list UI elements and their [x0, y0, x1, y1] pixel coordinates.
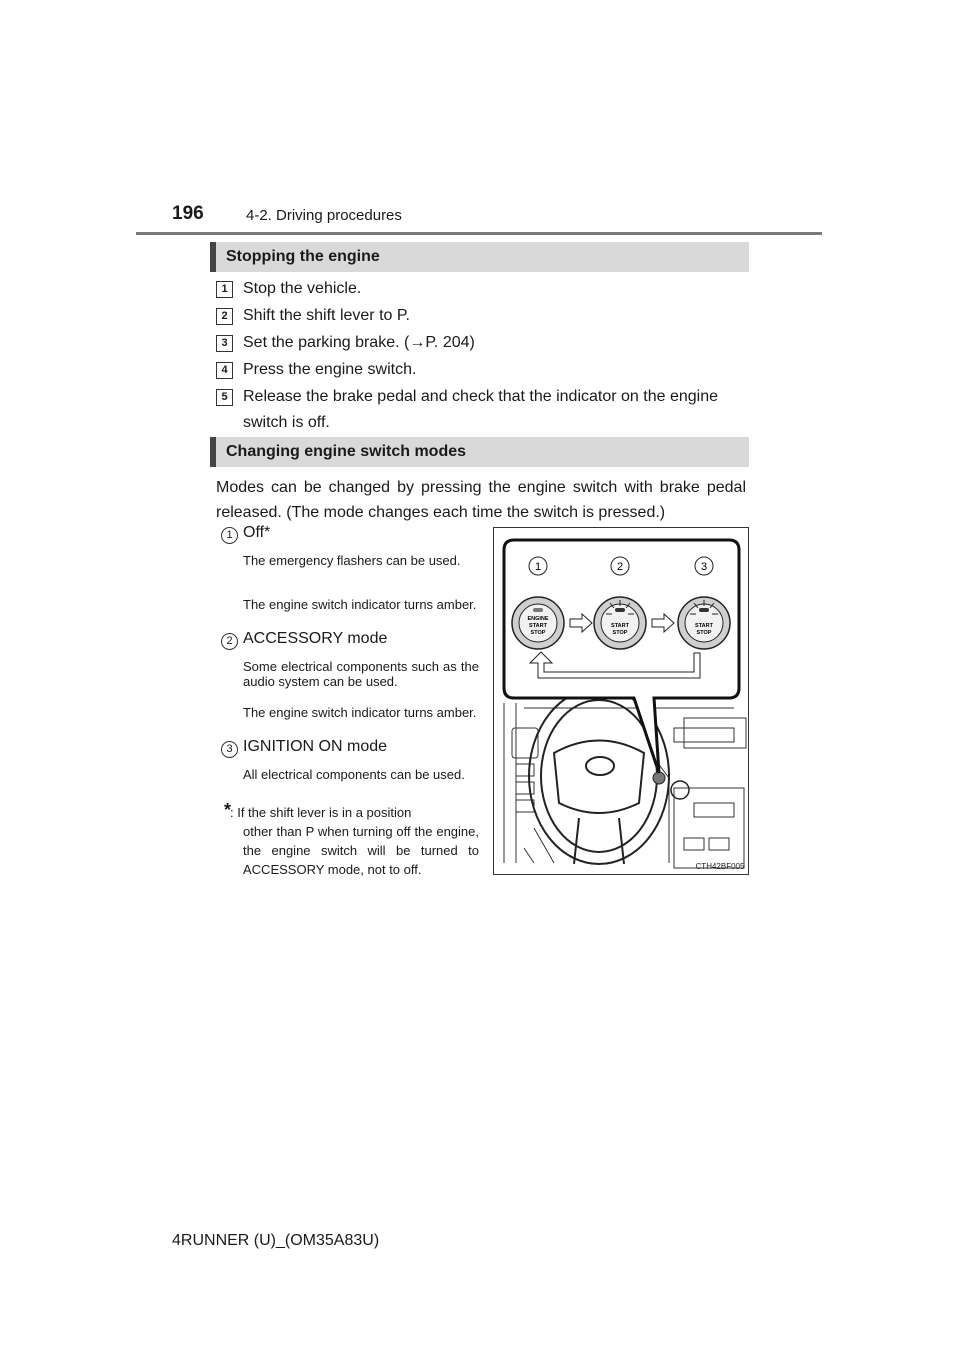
- changing-modes-heading: Changing engine switch modes: [210, 437, 749, 467]
- engine-button-accessory: [594, 597, 646, 649]
- step-text: Shift the shift lever to P.: [243, 307, 410, 324]
- dashboard-illustration: [494, 528, 748, 874]
- step-text: Release the brake pedal and check that the indicator on the engine switch is off.: [243, 388, 718, 431]
- mode-description: Some electrical components such as the audio system can be used.: [243, 659, 479, 689]
- mode-number: 3: [221, 741, 238, 758]
- step-number: 2: [216, 308, 233, 325]
- page-number: 196: [172, 203, 204, 224]
- step-number: 4: [216, 362, 233, 379]
- mode-label-off: Off*: [243, 524, 271, 541]
- button-text: START: [695, 623, 713, 629]
- engine-button-off: [512, 597, 564, 649]
- callout-2: 2: [616, 561, 624, 573]
- mode-label-ignition-on: IGNITION ON mode: [243, 738, 388, 755]
- step-text: Set the parking brake. (→P. 204): [243, 334, 475, 351]
- button-text: STOP: [612, 630, 628, 636]
- engine-button-ignition: [678, 597, 730, 649]
- mode-description: The engine switch indicator turns amber.: [243, 705, 477, 720]
- callout-1: 1: [534, 561, 542, 573]
- mode-description: The emergency flashers can be used.: [243, 553, 461, 568]
- modes-intro: Modes can be changed by pressing the engine switch with brake pedal released. (The mode changes each time the switch is pressed.): [216, 479, 746, 521]
- stopping-engine-heading: Stopping the engine: [210, 242, 749, 272]
- step-number: 1: [216, 281, 233, 298]
- step-number: 5: [216, 389, 233, 406]
- mode-number: 1: [221, 527, 238, 544]
- engine-switch-illustration: [493, 527, 749, 875]
- footnote: [230, 803, 479, 879]
- mode-description: All electrical components can be used.: [243, 767, 465, 782]
- button-text: START: [611, 623, 629, 629]
- footnote-mark: *: [224, 800, 232, 820]
- step-text: Stop the vehicle.: [243, 280, 362, 297]
- button-text: ENGINE: [527, 616, 549, 622]
- section-title: 4-2. Driving procedures: [246, 207, 402, 224]
- button-text: START: [529, 623, 547, 629]
- header-rule: [136, 232, 822, 235]
- step-number: 3: [216, 335, 233, 352]
- button-text: STOP: [696, 630, 712, 636]
- mode-label-accessory: ACCESSORY mode: [243, 630, 388, 647]
- footer-model: 4RUNNER (U)_(OM35A83U): [172, 1232, 380, 1249]
- engine-switch-location: [653, 772, 665, 784]
- footnote-first-line: : If the shift lever is in a position: [230, 805, 412, 820]
- callout-3: 3: [700, 561, 708, 573]
- step-text: Press the engine switch.: [243, 361, 417, 378]
- footnote-rest: other than P when turning off the engine, the engine switch will be turned to ACCESSORY mode, not to off.: [243, 824, 479, 877]
- mode-description: The engine switch indicator turns amber.: [243, 597, 477, 612]
- button-text: STOP: [530, 630, 546, 636]
- mode-number: 2: [221, 633, 238, 650]
- figure-code: CTH42BF005: [695, 862, 745, 871]
